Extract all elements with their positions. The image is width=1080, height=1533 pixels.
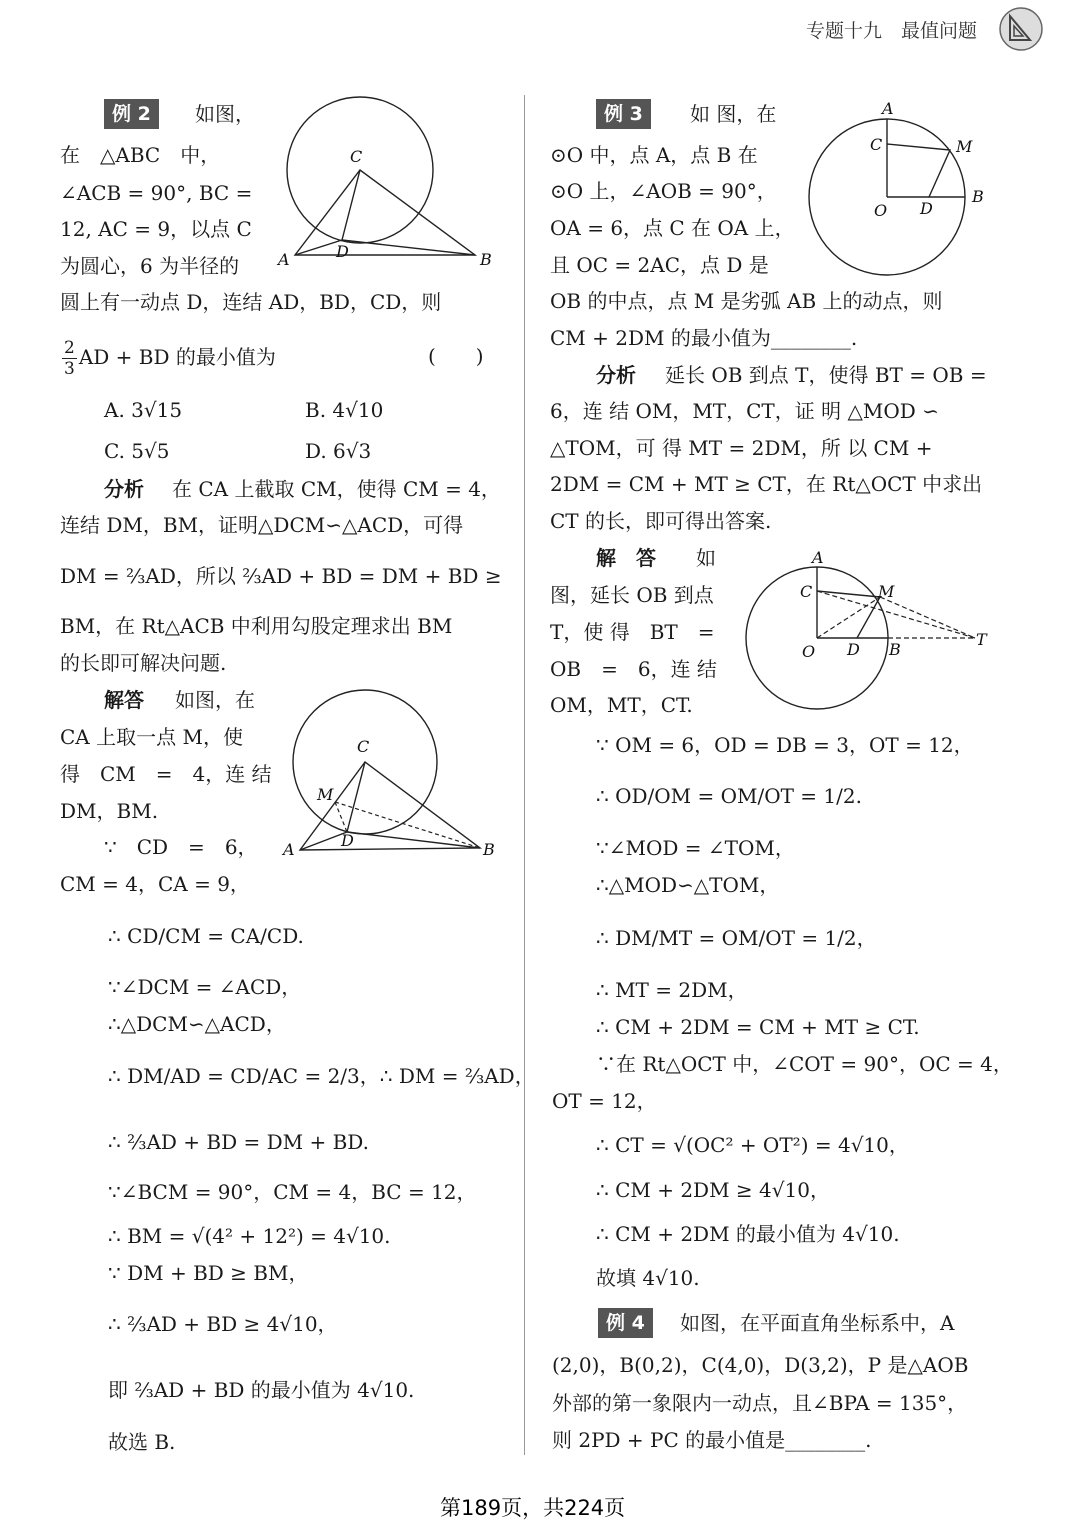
ex3-solution-1: 如 — [696, 546, 716, 570]
ex2-analysis-2: 连结 DM，BM，证明△DCM∽△ACD，可得 — [60, 513, 464, 537]
ex2-step-7: ∴ BM = √(4² + 12²) = 4√10. — [108, 1224, 391, 1248]
ex3-step-10: ∴ CT = √(OC² + OT²) = 4√10， — [596, 1133, 909, 1157]
ex3-figure-2 — [740, 545, 1000, 715]
column-divider — [524, 95, 525, 1455]
ex3-analysis-4: 2DM = CM + MT ≥ CT，在 Rt△OCT 中求出 — [550, 472, 983, 496]
fig2-label-b: B — [483, 840, 495, 859]
ex2-step-1: ∴ CD/CM = CA/CD. — [108, 924, 304, 948]
ex3-line-3: ⊙O 上，∠AOB = 90°， — [550, 179, 777, 203]
set-square-logo-icon — [998, 6, 1044, 52]
ex2-step-5: ∴ ⅔AD + BD = DM + BD. — [108, 1130, 369, 1154]
fig4-label-c: C — [800, 582, 813, 601]
page-footer: 第189页，共224页 — [440, 1496, 626, 1520]
ex3-step-5: ∴ DM/MT = OM/OT = 1/2， — [596, 926, 877, 950]
ex2-step-8: ∵ DM + BD ≥ BM， — [108, 1261, 309, 1285]
ex3-step-9: OT = 12， — [552, 1089, 657, 1113]
fig-label-b: B — [480, 250, 492, 269]
fig3-label-a: A — [882, 99, 894, 118]
fraction-2-3: $\frac{2}{3}$ — [64, 338, 75, 379]
fig3-label-o: O — [874, 201, 888, 220]
answer-paren: ( ) — [428, 344, 484, 368]
ex3-solution-5: OM，MT，CT. — [550, 693, 693, 717]
fig4-label-d: D — [847, 640, 860, 659]
fig3-label-b: B — [972, 187, 984, 206]
ex3-step-11: ∴ CM + 2DM ≥ 4√10， — [596, 1178, 830, 1202]
ex4-line-4: 则 2PD + PC 的最小值是________. — [552, 1428, 872, 1452]
example-4-tag: 例 4 — [598, 1308, 653, 1338]
ex3-solution-3: T，使 得 BT = — [550, 620, 715, 644]
fig3-label-d: D — [920, 199, 933, 218]
ex4-line-1: 如图，在平面直角坐标系中，A — [680, 1311, 955, 1335]
ex3-line-6: OB 的中点，点 M 是劣弧 AB 上的动点，则 — [550, 289, 943, 313]
fig2-label-a: A — [283, 840, 295, 859]
ex2-analysis-label: 分析 — [104, 477, 144, 501]
ex4-line-3: 外部的第一象限内一动点，且∠BPA = 135°， — [552, 1391, 968, 1415]
ex3-step-6: ∴ MT = 2DM， — [596, 978, 748, 1002]
example-3-tag: 例 3 — [596, 99, 651, 129]
ex2-line-3: ∠ACB = 90°, BC = — [60, 181, 253, 205]
fig4-label-m: M — [878, 582, 895, 601]
ex2-figure-2 — [275, 680, 505, 865]
example-2-tag: 例 2 — [104, 99, 159, 129]
ex2-step-2: ∵∠DCM = ∠ACD， — [108, 975, 302, 999]
fig2-label-d: D — [341, 831, 354, 850]
ex2-line-4: 12, AC = 9，以点 C — [60, 217, 252, 241]
ex3-analysis-5: CT 的长，即可得出答案. — [550, 509, 772, 533]
ex3-figure-1 — [800, 94, 1000, 284]
ex2-step-3: ∴△DCM∽△ACD， — [108, 1012, 286, 1036]
fig4-label-a: A — [812, 548, 824, 567]
ex3-line-7: CM + 2DM 的最小值为________. — [550, 326, 858, 350]
ex2-step-10: 即 ⅔AD + BD 的最小值为 4√10. — [108, 1378, 415, 1402]
ex2-solution-2: CA 上取一点 M，使 — [60, 725, 243, 749]
option-b: B. 4√10 — [305, 398, 384, 422]
ex2-analysis-3: DM = ⅔AD，所以 ⅔AD + BD = DM + BD ≥ — [60, 564, 502, 588]
ex2-step-6: ∵∠BCM = 90°，CM = 4，BC = 12， — [108, 1180, 477, 1204]
ex2-analysis-4: BM，在 Rt△ACB 中利用勾股定理求出 BM — [60, 614, 453, 638]
fig3-label-m: M — [956, 137, 973, 156]
ex3-line-4: OA = 6，点 C 在 OA 上， — [550, 216, 795, 240]
ex2-step-11: 故选 B. — [108, 1430, 176, 1454]
ex2-solution-4: DM，BM. — [60, 799, 159, 823]
ex2-step-4: ∴ DM/AD = CD/AC = 2/3，∴ DM = ⅔AD， — [108, 1064, 535, 1088]
ex2-solution-5: ∵ CD = 6， — [104, 835, 258, 859]
ex2-analysis-1: 在 CA 上截取 CM，使得 CM = 4， — [172, 477, 501, 501]
fig-label-d: D — [336, 242, 349, 261]
ex2-solution-label: 解答 — [104, 688, 144, 712]
ex3-line-1: 如 图，在 — [690, 102, 777, 126]
ex3-step-3: ∵∠MOD = ∠TOM， — [596, 836, 795, 860]
fig2-label-c: C — [357, 737, 370, 756]
ex2-step-9: ∴ ⅔AD + BD ≥ 4√10， — [108, 1312, 338, 1336]
ex4-line-2: (2,0)，B(0,2)，C(4,0)，D(3,2)，P 是△AOB — [552, 1353, 969, 1377]
ex3-line-5: 且 OC = 2AC，点 D 是 — [550, 253, 769, 277]
fig3-label-c: C — [870, 135, 883, 154]
fig4-label-t: T — [976, 630, 987, 649]
ex2-question: $\frac{2}{3}$ AD + BD 的最小值为 — [64, 338, 276, 379]
ex2-line-6: 圆上有一动点 D，连结 AD，BD，CD，则 — [60, 290, 442, 314]
page-header-title: 专题十九 最值问题 — [806, 20, 978, 42]
ex2-analysis-5: 的长即可解决问题. — [60, 651, 227, 675]
ex3-analysis-1: 延长 OB 到点 T，使得 BT = OB = — [665, 363, 987, 387]
ex2-line-1: 如图， — [195, 102, 255, 126]
ex2-solution-1: 如图，在 — [175, 688, 255, 712]
ex2-solution-3: 得 CM = 4，连 结 — [60, 762, 272, 786]
ex3-step-8: ∵在 Rt△OCT 中，∠COT = 90°，OC = 4， — [596, 1052, 1013, 1076]
ex3-analysis-label: 分析 — [596, 363, 636, 387]
ex3-analysis-2: 6，连 结 OM，MT，CT，证 明 △MOD ∽ — [550, 399, 939, 423]
ex2-figure-1 — [270, 90, 500, 280]
fig4-label-o: O — [802, 642, 816, 661]
ex2-solution-6: CM = 4，CA = 9， — [60, 872, 250, 896]
option-a: A. 3√15 — [104, 398, 183, 422]
ex2-line-5: 为圆心，6 为半径的 — [60, 254, 240, 278]
option-c: C. 5√5 — [104, 439, 170, 463]
option-d: D. 6√3 — [305, 439, 372, 463]
ex3-step-1: ∵ OM = 6，OD = DB = 3，OT = 12， — [596, 733, 974, 757]
ex3-solution-label: 解 答 — [596, 546, 656, 570]
fig4-label-b: B — [889, 640, 901, 659]
ex3-step-7: ∴ CM + 2DM = CM + MT ≥ CT. — [596, 1015, 920, 1039]
fig2-label-m: M — [317, 785, 334, 804]
fig-label-c: C — [350, 147, 363, 166]
ex3-line-2: ⊙O 中，点 A，点 B 在 — [550, 143, 758, 167]
ex3-solution-2: 图，延长 OB 到点 — [550, 583, 714, 607]
ex3-step-2: ∴ OD/OM = OM/OT = 1/2. — [596, 784, 862, 808]
ex3-step-13: 故填 4√10. — [596, 1266, 700, 1290]
ex3-step-12: ∴ CM + 2DM 的最小值为 4√10. — [596, 1222, 900, 1246]
ex3-step-4: ∴△MOD∽△TOM， — [596, 873, 780, 897]
ex3-analysis-3: △TOM，可 得 MT = 2DM，所 以 CM + — [550, 436, 933, 460]
fig-label-a: A — [278, 250, 290, 269]
ex2-line-2: 在 △ABC 中， — [60, 143, 221, 167]
ex3-solution-4: OB = 6，连 结 — [550, 657, 717, 681]
